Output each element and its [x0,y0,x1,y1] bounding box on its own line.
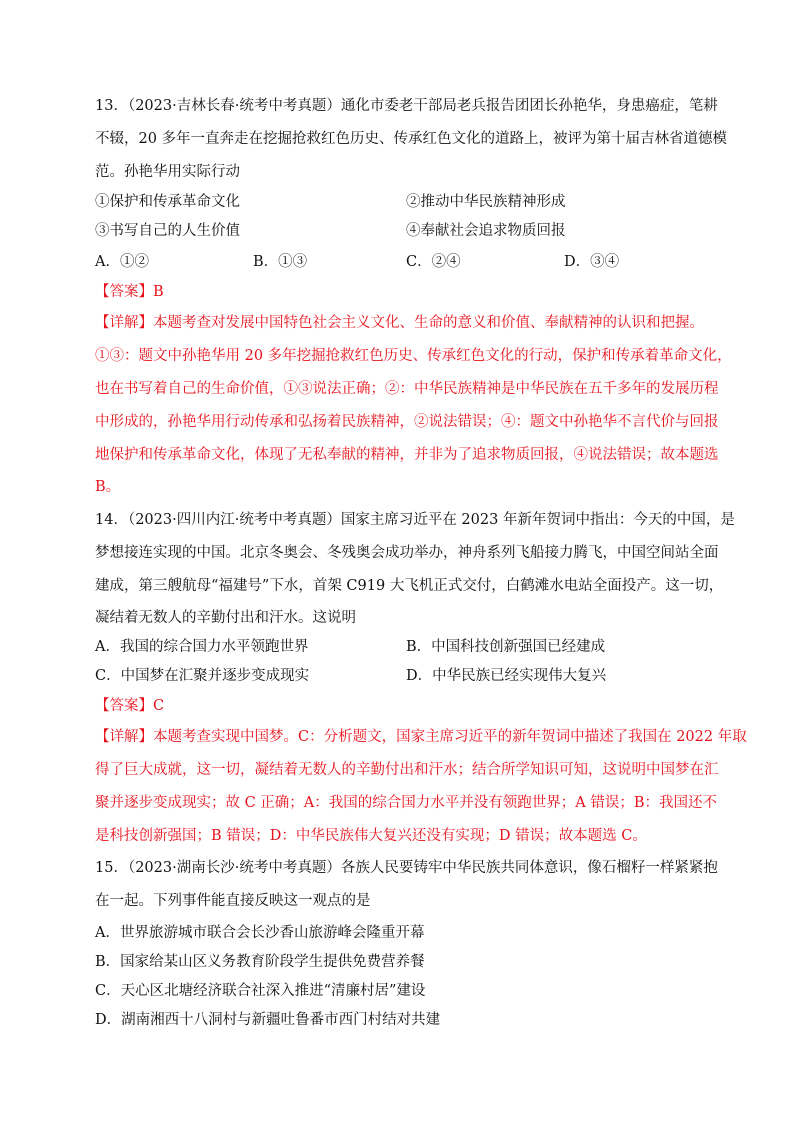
q14-option-c: C．中国梦在汇聚并逐步变成现实 [95,668,310,684]
q13-option-b: B．①③ [253,254,308,270]
q14-option-a: A．我国的综合国力水平领跑世界 [95,639,309,655]
q13-statement: ②推动中华民族精神形成 [406,194,566,210]
q13-option-c: C．②④ [406,254,461,270]
q15-option-c: C．天心区北塘经济联合社深入推进“清廉村居”建设 [95,983,426,999]
q15-stem-line: 15．（2023·湖南长沙·统考中考真题）各族人民要铸牢中华民族共同体意识，像石榴籽一样紧紧抱 [95,860,718,876]
q14-explanation-line: 得了巨大成就，这一切，凝结着无数人的辛勤付出和汗水；结合所学知识可知，这说明中国梦在汇 [95,762,719,778]
q14-answer: 【答案】C [95,698,165,714]
q15-option-d: D．湖南湘西十八洞村与新疆吐鲁番市西门村结对共建 [95,1012,441,1028]
q13-option-d: D．③④ [564,254,620,270]
q13-answer: 【答案】B [95,284,164,300]
q14-explanation-line: 聚并逐步变成现实；故 C 正确；A：我国的综合国力水平并没有领跑世界；A 错误；B：我国还不 [95,795,718,811]
q14-option-b: B．中国科技创新强国已经建成 [406,639,606,655]
q15-stem-line: 在一起。下列事件能直接反映这一观点的是 [95,893,371,909]
q14-explanation-line: 【详解】本题考查实现中国梦。C：分析题文，国家主席习近平的新年贺词中描述了我国在 2022 年取 [95,729,747,745]
q14-explanation-line: 是科技创新强国；B 错误；D：中华民族伟大复兴还没有实现；D 错误；故本题选 C。 [95,828,647,844]
q14-stem-line: 凝结着无数人的辛勤付出和汗水。这说明 [95,610,356,626]
q13-explanation-line: 地保护和传承革命文化，体现了无私奉献的精神，并非为了追求物质回报，④说法错误；故本题选 [95,447,719,463]
q13-explanation-line: 也在书写着自己的生命价值，①③说法正确；②：中华民族精神是中华民族在五千多年的发展历程 [95,381,719,397]
q13-stem-line: 不辍，20 多年一直奔走在挖掘抢救红色历史、传承红色文化的道路上，被评为第十届吉林省道德模 [95,131,728,147]
q13-explanation-line: 中形成的，孙艳华用行动传承和弘扬着民族精神，②说法错误；④：题文中孙艳华不言代价与回报 [95,414,719,430]
q13-stem-line: 范。孙艳华用实际行动 [95,164,240,180]
q13-explanation-line: B。 [95,479,121,495]
q13-option-a: A．①② [95,254,149,270]
q13-statement: ④奉献社会追求物质回报 [406,223,566,239]
q15-option-b: B．国家给某山区义务教育阶段学生提供免费营养餐 [95,954,425,970]
q14-stem-line: 梦想接连实现的中国。北京冬奥会、冬残奥会成功举办，神舟系列飞船接力腾飞，中国空间站全面 [95,545,719,561]
q15-option-a: A．世界旅游城市联合会长沙香山旅游峰会隆重开幕 [95,925,425,941]
q14-stem-line: 14．（2023·四川内江·统考中考真题）国家主席习近平在 2023 年新年贺词中指出：今天的中国，是 [95,512,735,528]
q13-stem-line: 13．（2023·吉林长春·统考中考真题）通化市委老干部局老兵报告团团长孙艳华，身患癌症，笔耕 [95,98,718,114]
q13-explanation-line: 【详解】本题考查对发展中国特色社会主义文化、生命的意义和价值、奉献精神的认识和把握。 [95,315,704,331]
q13-statement: ①保护和传承革命文化 [95,194,240,210]
q14-stem-line: 建成，第三艘航母“福建号”下水，首架 C919 大飞机正式交付，白鹤滩水电站全面投产。这一切， [95,578,724,594]
q14-option-d: D．中华民族已经实现伟大复兴 [406,668,607,684]
q13-explanation-line: ①③：题文中孙艳华用 20 多年挖掘抢救红色历史、传承红色文化的行动，保护和传承着革命文化， [95,348,732,364]
q13-statement: ③书写自己的人生价值 [95,223,240,239]
